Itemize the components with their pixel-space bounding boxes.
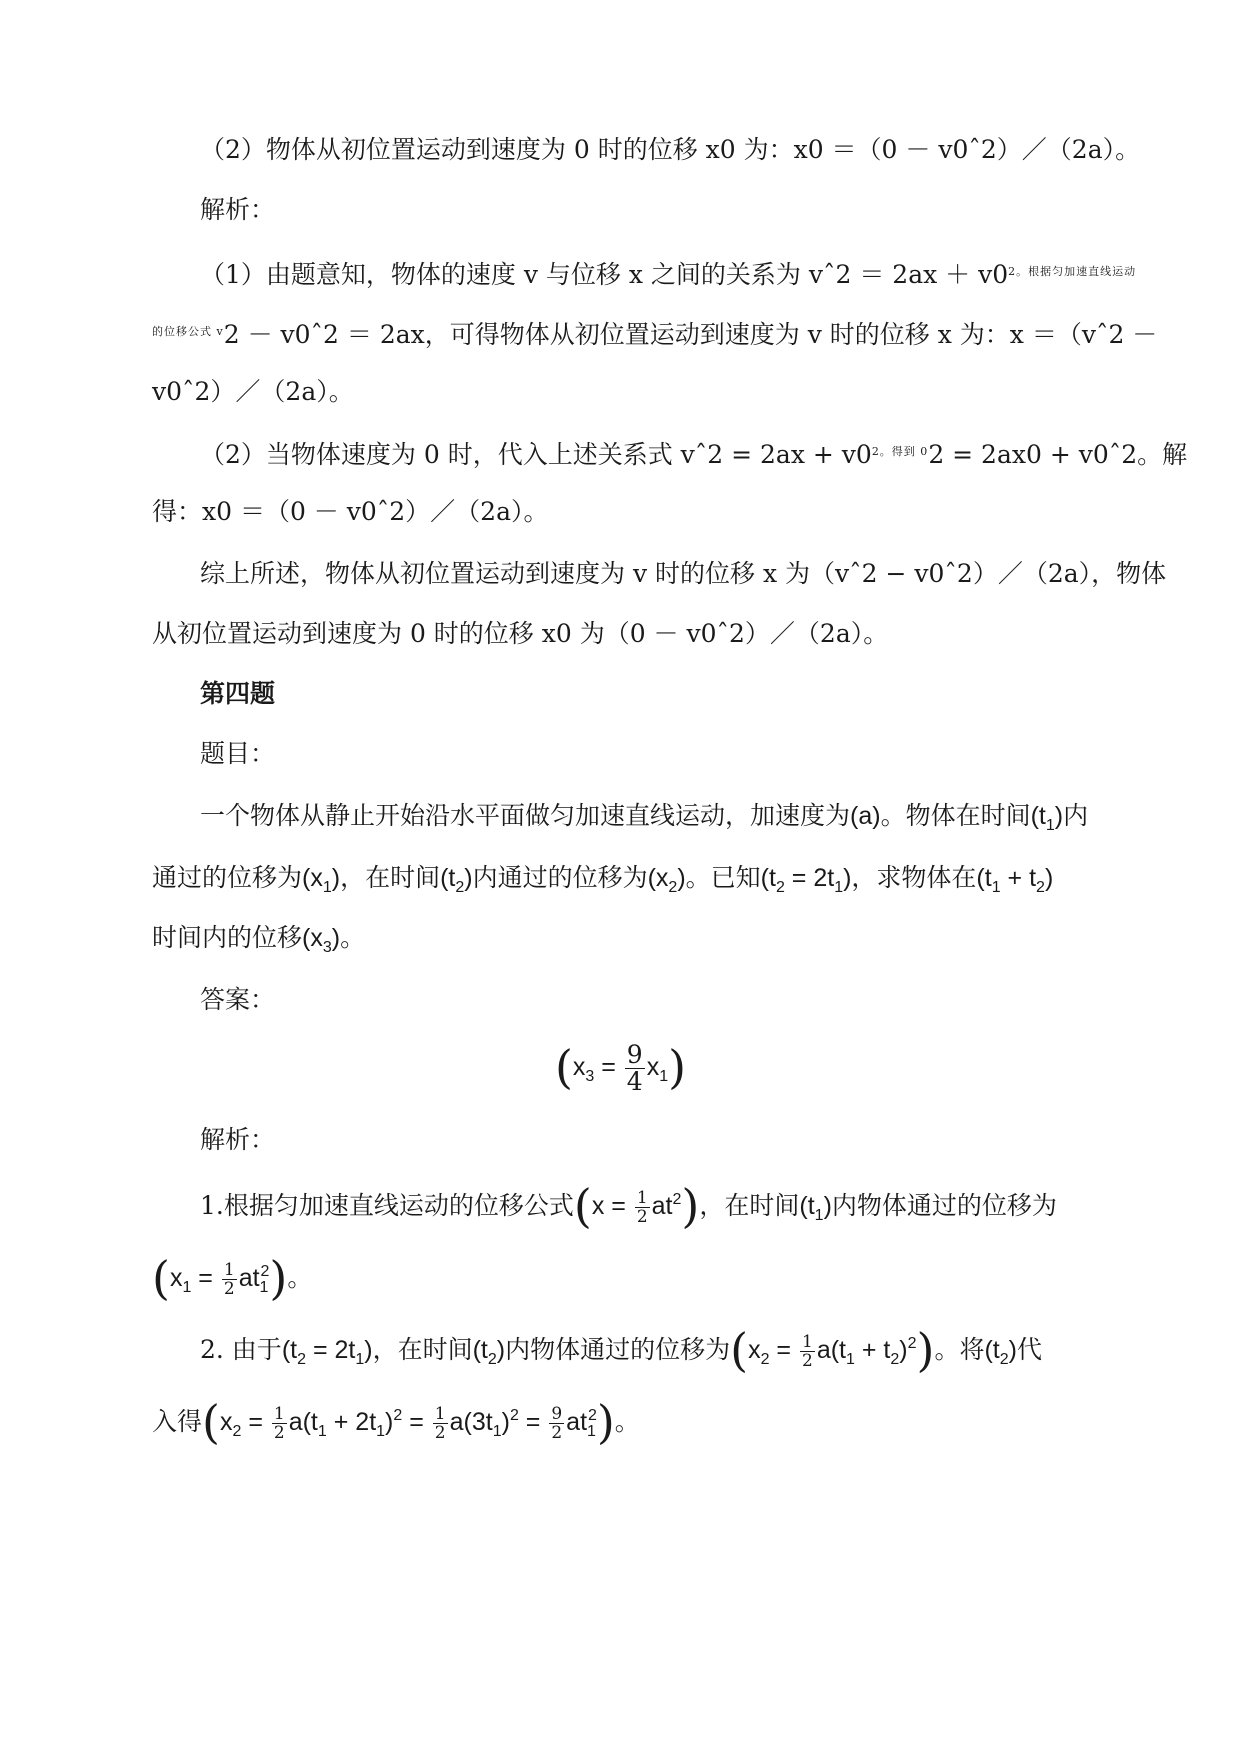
label	[200, 980, 275, 1020]
text: 通过的位移为	[152, 863, 303, 892]
text: 解析：	[200, 1125, 276, 1154]
text: 从初位置运动到速度为 0 时的位移 x0 为（0 － v0ˆ2）／（2a）。	[152, 619, 889, 648]
text: v0ˆ2）／（2a）。	[152, 377, 354, 406]
paragraph	[200, 432, 1187, 475]
label	[200, 1120, 275, 1160]
paragraph	[200, 554, 1166, 594]
section-heading	[200, 674, 275, 714]
label	[200, 190, 275, 230]
math: $(x_1)$，在时间$(t_2)$内通过的位移为$(x_2)$。已知$(t_2 = 2t_1)$，求物体在$(t_1 + t_2)$	[302, 864, 1054, 896]
paragraph: ($x_1$ = $\frac{1}{2}$ $at_1^2$)。	[152, 1251, 313, 1305]
small-text: 2。根据匀加速直线运动	[1008, 265, 1137, 278]
text: 2 = 2ax0 + v0ˆ2。解	[928, 440, 1188, 469]
text: 代	[1016, 1335, 1042, 1364]
text: 一个物体从静止开始沿水平面做匀加速直线运动，加速度为	[200, 801, 851, 830]
paragraph: 2. 由于$(t_2 = 2t_1)$，在时间$(t_2)$内物体通过的位移为($x_2$ = $\frac{1}{2}$ $a(t_1 + t_2)^2$)。将$(t_2)$代	[200, 1323, 1042, 1377]
text: （2）物体从初位置运动到速度为 0 时的位移 x0 为：x0 ＝（0 － v0ˆ2）／（2a）。	[200, 135, 1141, 164]
paragraph: 1.根据匀加速直线运动的位移公式(x = $\frac{1}{2}$ $at^2$)，在时间$(t_1)$内物体通过的位移为	[200, 1179, 1057, 1233]
paragraph	[152, 614, 888, 654]
text: 得：x0 ＝（0 － v0ˆ2）／（2a）。	[152, 497, 549, 526]
text: 2 － v0ˆ2 ＝ 2ax，可得物体从初位置运动到速度为 v 时的位移 x 为：x ＝（vˆ2 －	[223, 320, 1158, 349]
text: ，在时间	[372, 1335, 473, 1364]
text: （1）由题意知，物体的速度 v 与位移 x 之间的关系为 vˆ2 ＝ 2ax ＋ v0	[200, 260, 1009, 289]
text: ，在时间	[699, 1191, 800, 1220]
paragraph	[152, 312, 1157, 355]
text: 1.根据匀加速直线运动的位移公式	[200, 1191, 574, 1220]
text: 2. 由于	[200, 1335, 282, 1364]
paragraph	[200, 130, 1140, 170]
paragraph	[152, 372, 354, 412]
text: （2）当物体速度为 0 时，代入上述关系式 vˆ2 = 2ax + v0	[200, 440, 872, 469]
text: 综上所述，物体从初位置运动到速度为 v 时的位移 x 为（vˆ2 − v0ˆ2）／（2a），物体	[200, 559, 1167, 588]
text: 。将	[934, 1335, 985, 1364]
text: 第四题	[200, 679, 276, 708]
text: 时间内的位移	[152, 923, 303, 952]
text: 内物体通过的位移为	[505, 1335, 731, 1364]
math: $(x_3)$。	[302, 924, 366, 956]
paragraph	[200, 796, 1088, 846]
paragraph	[152, 492, 549, 532]
small-text: 的位移公式 v	[152, 325, 224, 338]
text: 题目：	[200, 739, 276, 768]
paragraph	[152, 858, 1053, 908]
answer-formula: ($x_3$ = $\frac{9}{4}$ $x_1$)	[554, 1040, 687, 1096]
paragraph: 入得($x_2$ = $\frac{1}{2}$ $a(t_1 + 2t_1)^2$ = $\frac{1}{2}$ $a(3t_1)^2$ = $\frac{9}{2}$ $at_1^2$)。	[152, 1395, 640, 1449]
text: 答案：	[200, 985, 276, 1014]
text: 入得	[152, 1407, 203, 1436]
paragraph	[200, 252, 1136, 295]
label	[200, 734, 275, 774]
text: 解析：	[200, 195, 276, 224]
paragraph	[152, 918, 365, 968]
small-text: 2。得到 0	[871, 445, 929, 458]
text: 内物体通过的位移为	[831, 1191, 1057, 1220]
math: (a)。物体在时间$(t_1)$内	[850, 802, 1089, 834]
